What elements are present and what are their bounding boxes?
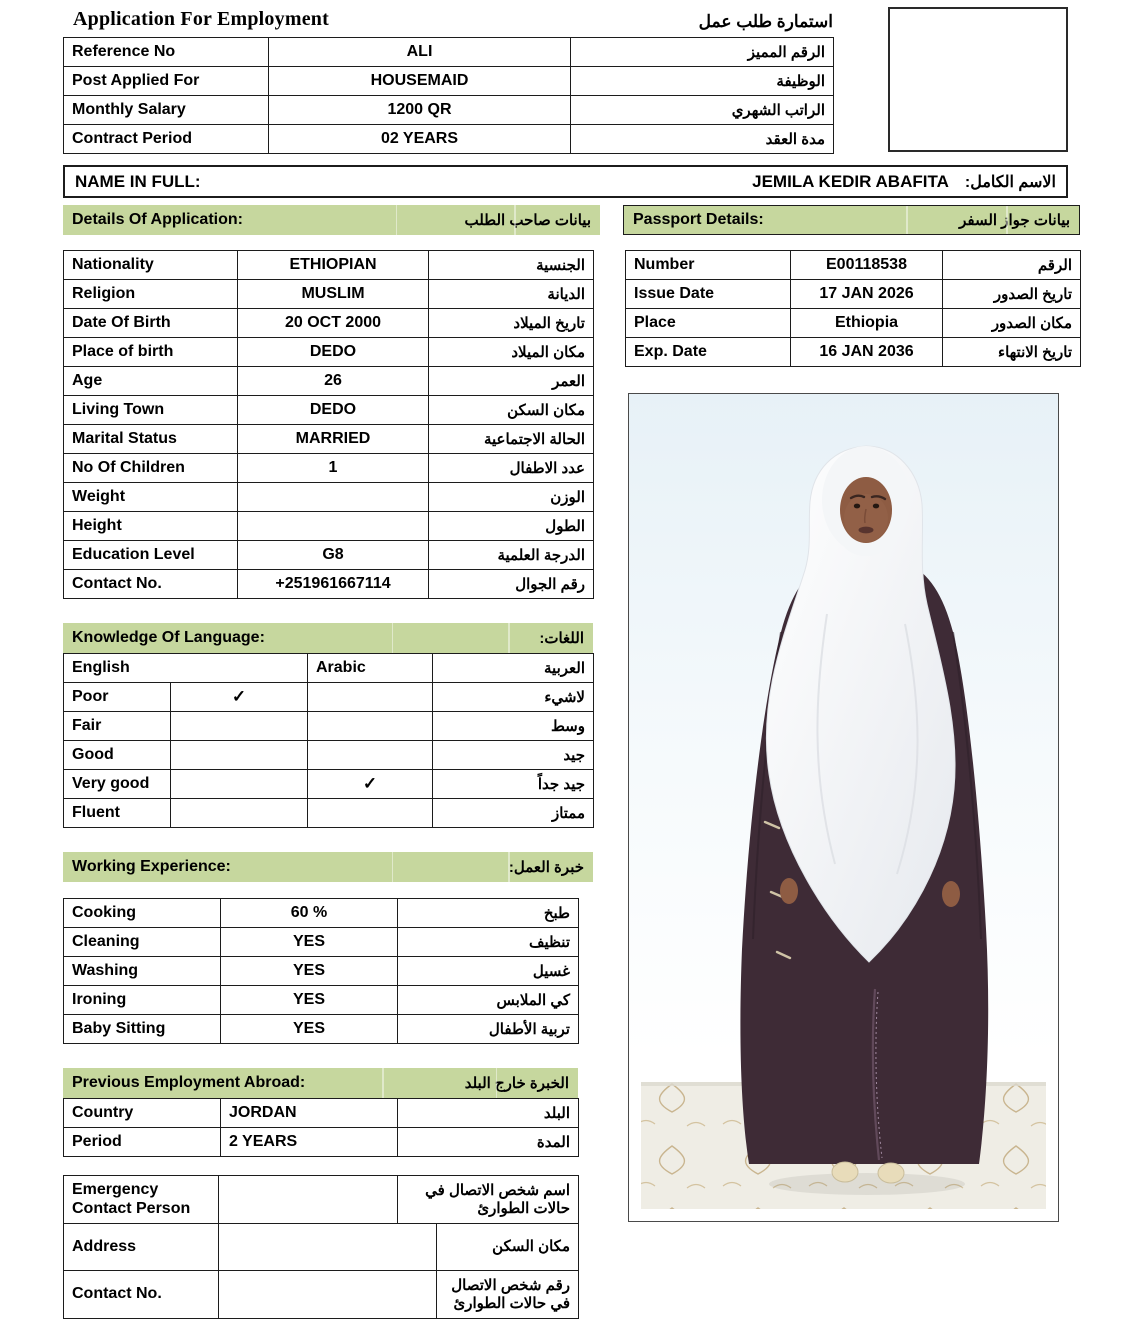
section-title-ar: اللغات: [539,630,584,647]
language-table [63,653,594,828]
field-label-ar: الدرجة العلمية [429,541,594,570]
field-label: Date Of Birth [64,309,238,338]
field-label-ar: الوظيفة [571,67,834,96]
passport-table [625,250,1081,367]
table-row [64,367,594,396]
table-row [64,899,579,928]
skill-label-ar: تنظيف [398,928,579,957]
name-label-ar: الاسم الكامل: [964,173,1056,191]
table-row [64,1128,579,1157]
english-checkmark [171,741,308,770]
skill-value: YES [221,928,398,957]
field-label-ar: البلد [398,1099,579,1128]
field-label: Contract Period [64,125,269,154]
skill-value: YES [221,1015,398,1044]
section-title-en: Working Experience: [72,858,231,875]
section-title-ar: الخبرة خارج البلد [464,1075,569,1092]
skill-value: 60 % [221,899,398,928]
field-value: 2 YEARS [221,1128,398,1157]
field-label-ar: عدد الاطفال [429,454,594,483]
table-row [64,483,594,512]
field-label-ar: الجنسية [429,251,594,280]
field-label: Contact No. [64,1271,219,1319]
level-label: Poor [64,683,171,712]
field-value [238,512,429,541]
field-label: Contact No. [64,570,238,599]
field-label-ar: تاريخ الانتهاء [943,338,1081,367]
level-label: Fluent [64,799,171,828]
eye [854,504,860,509]
field-label: Period [64,1128,221,1157]
table-row [64,986,579,1015]
hand [780,878,798,904]
field-value: 16 JAN 2036 [791,338,943,367]
skill-value: YES [221,957,398,986]
field-label-ar: رقم الجوال [429,570,594,599]
table-row [64,38,834,67]
table-row [626,280,1081,309]
field-label: Post Applied For [64,67,269,96]
table-row [64,928,579,957]
english-checkmark [171,712,308,741]
previous-employment-table [63,1098,579,1157]
name-label: NAME IN FULL: [75,171,201,191]
table-row [64,251,594,280]
field-value: DEDO [238,338,429,367]
field-label: Address [64,1224,219,1271]
field-label-ar: رقم شخص الاتصال في حالات الطوارئ [437,1271,579,1319]
field-label-ar: الطول [429,512,594,541]
table-row [64,541,594,570]
arabic-checkmark [308,712,433,741]
english-checkmark: ✓ [171,683,308,712]
table-row [64,338,594,367]
eye [873,504,879,509]
arabic-checkmark: ✓ [308,770,433,799]
field-value: Ethiopia [791,309,943,338]
section-title-ar: بيانات جواز السفر [959,212,1070,229]
field-label-ar: الرقم المميز [571,38,834,67]
table-row [64,425,594,454]
table-row [64,309,594,338]
table-row [64,454,594,483]
field-value: 1200 QR [269,96,571,125]
level-label-ar: ممتاز [433,799,594,828]
applicant-photo [628,393,1059,1222]
name-in-full-row [63,165,1068,198]
level-label: Fair [64,712,171,741]
level-label: Good [64,741,171,770]
table-row [64,712,594,741]
field-label: Education Level [64,541,238,570]
section-title-en: Details Of Application: [72,211,243,228]
column-header-arabic-label: العربية [433,654,594,683]
field-label-ar: مكان الصدور [943,309,1081,338]
field-value [219,1224,437,1271]
field-label-ar: تاريخ الميلاد [429,309,594,338]
field-label-ar: مدة العقد [571,125,834,154]
field-value: DEDO [238,396,429,425]
field-value: G8 [238,541,429,570]
table-row [64,67,834,96]
level-label: Very good [64,770,171,799]
page-title-en: Application For Employment [73,8,329,30]
top-summary-table [63,37,834,154]
table-row [64,570,594,599]
level-label-ar: جيد جداً [433,770,594,799]
field-value: ALI [269,38,571,67]
field-label-ar: مكان السكن [429,396,594,425]
table-row [626,338,1081,367]
field-label: Weight [64,483,238,512]
english-checkmark [171,770,308,799]
field-label-ar: مكان الميلاد [429,338,594,367]
field-value: 17 JAN 2026 [791,280,943,309]
field-value: MUSLIM [238,280,429,309]
field-value: 1 [238,454,429,483]
field-value: ETHIOPIAN [238,251,429,280]
hand [942,881,960,907]
table-row [626,309,1081,338]
skill-label: Cooking [64,899,221,928]
table-row [64,683,594,712]
skill-label: Ironing [64,986,221,1015]
field-label: Exp. Date [626,338,791,367]
skill-label: Washing [64,957,221,986]
field-label: Nationality [64,251,238,280]
field-value [238,483,429,512]
applicant-photo-illustration [629,394,1058,1221]
table-row [64,654,594,683]
field-label-ar: المدة [398,1128,579,1157]
arabic-checkmark [308,799,433,828]
field-value [219,1271,437,1319]
table-row [64,799,594,828]
page-title-ar: استمارة طلب عمل [698,12,833,31]
table-row [64,396,594,425]
column-header-arabic: Arabic [308,654,433,683]
section-title-en: Passport Details: [633,211,764,228]
field-label-ar: الديانة [429,280,594,309]
table-row [64,1176,579,1224]
arabic-checkmark [308,741,433,770]
skill-value: YES [221,986,398,1015]
field-label: Religion [64,280,238,309]
language-section-header [63,623,593,653]
table-row [64,125,834,154]
field-label-ar: الحالة الاجتماعية [429,425,594,454]
experience-section-header [63,852,593,882]
table-row [64,280,594,309]
field-value: E00118538 [791,251,943,280]
field-value: MARRIED [238,425,429,454]
table-row [64,512,594,541]
photo-placeholder-box [888,7,1068,152]
field-value [219,1176,398,1224]
field-label: Reference No [64,38,269,67]
level-label-ar: جيد [433,741,594,770]
field-label-ar: مكان السكن [437,1224,579,1271]
field-value: +251961667114 [238,570,429,599]
field-label: Number [626,251,791,280]
field-label-ar: الراتب الشهري [571,96,834,125]
table-row [64,1271,579,1319]
shoe [878,1163,904,1183]
table-row [64,1224,579,1271]
field-label: Marital Status [64,425,238,454]
field-value: JORDAN [221,1099,398,1128]
level-label-ar: وسط [433,712,594,741]
table-row [64,96,834,125]
table-row [64,1099,579,1128]
lips [859,527,874,534]
field-label: Living Town [64,396,238,425]
table-row [64,1015,579,1044]
emergency-contact-table [63,1175,579,1319]
field-label: Country [64,1099,221,1128]
level-label-ar: لاشيء [433,683,594,712]
column-header-english: English [64,654,308,683]
experience-table [63,898,579,1044]
field-value: HOUSEMAID [269,67,571,96]
field-label: Place of birth [64,338,238,367]
field-value: 26 [238,367,429,396]
passport-section-header [623,205,1080,235]
table-row [64,741,594,770]
applicant-name: JEMILA KEDIR ABAFITA [752,171,949,191]
english-checkmark [171,799,308,828]
table-row [64,957,579,986]
field-label-ar: اسم شخص الاتصال في حالات الطوارئ [398,1176,579,1224]
field-value: 02 YEARS [269,125,571,154]
field-label-ar: الرقم [943,251,1081,280]
field-label: Emergency Contact Person [64,1176,219,1224]
field-label-ar: الوزن [429,483,594,512]
field-label: Age [64,367,238,396]
section-title-ar: خبرة العمل: [508,859,584,876]
field-label: No Of Children [64,454,238,483]
skill-label-ar: كي الملابس [398,986,579,1015]
skill-label: Baby Sitting [64,1015,221,1044]
field-label: Issue Date [626,280,791,309]
previous-employment-section-header [63,1068,578,1098]
field-label: Height [64,512,238,541]
field-label: Place [626,309,791,338]
details-table [63,250,594,599]
section-title-en: Previous Employment Abroad: [72,1074,306,1091]
field-label-ar: تاريخ الصدور [943,280,1081,309]
section-title-ar: بيانات صاحب الطلب [464,212,591,229]
details-section-header [63,205,600,235]
field-value: 20 OCT 2000 [238,309,429,338]
section-title-en: Knowledge Of Language: [72,629,265,646]
shoe [832,1162,858,1182]
skill-label: Cleaning [64,928,221,957]
skill-label-ar: طبخ [398,899,579,928]
table-row [626,251,1081,280]
field-label-ar: العمر [429,367,594,396]
skill-label-ar: غسيل [398,957,579,986]
arabic-checkmark [308,683,433,712]
field-label: Monthly Salary [64,96,269,125]
skill-label-ar: تربية الأطفال [398,1015,579,1044]
table-row [64,770,594,799]
